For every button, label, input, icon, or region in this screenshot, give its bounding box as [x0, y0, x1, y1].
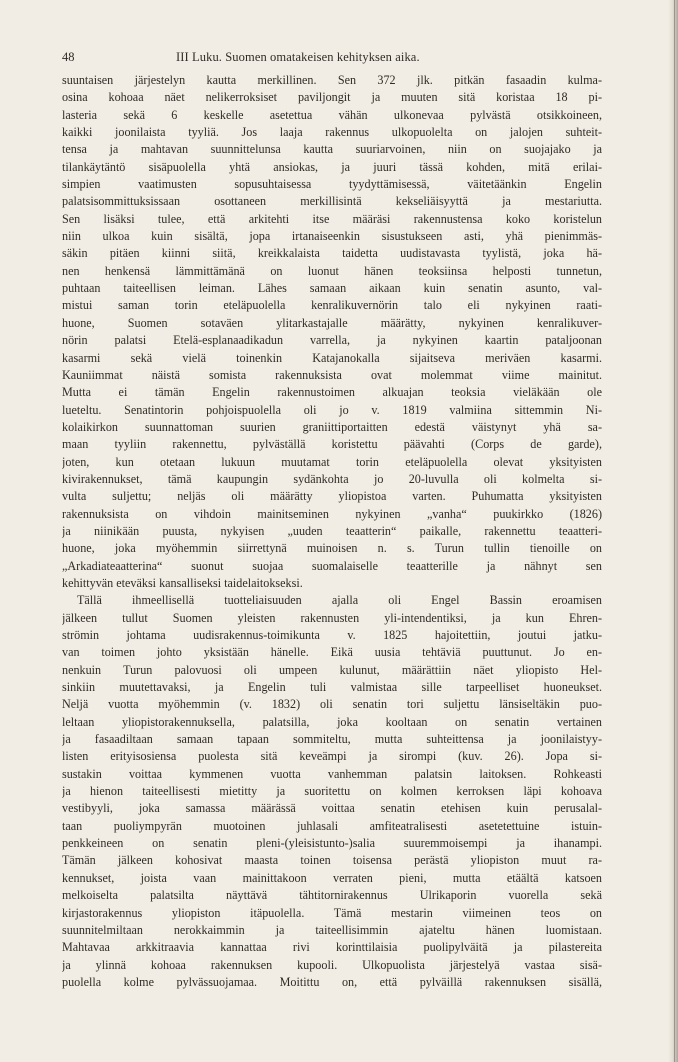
text-line: tilankäytäntö sisäpuolella yhtä ansiokas, ja juuri tässä kohden, mitä erilai-	[62, 159, 602, 174]
text-line: Tällä ihmeellisellä tuotteliaisuuden ajalla oli Engel Bassin eroamisen	[77, 593, 602, 608]
text-line: kolaikirkon suunnattoman suurien graniittiportaitten edestä väistynyt yhä sa-	[62, 419, 602, 434]
body-text	[62, 72, 602, 991]
text-line: palatsisommittuksissaan osottaneen merkillisintä kekseliäisyyttä ja mestariutta.	[62, 194, 602, 209]
text-line: tensa ja mahtavan suunnittelunsa kautta suuriarvoinen, niin on suojajako ja	[62, 142, 602, 157]
page-edge-line	[674, 0, 675, 1062]
text-line: Mahtavaa arkkitraavia kannattaa rivi korinttilaisia puolipylväitä ja pilastereita	[62, 940, 602, 955]
text-line: suuntaisen järjestelyn kautta merkillinen. Sen 372 jlk. pitkän fasaadin kulma-	[62, 73, 602, 87]
text-line: van toimen johto yksistään hänelle. Eikä uusia tehtäviä puuttunut. Jo en-	[62, 645, 602, 660]
text-line: kirjastorakennus yliopiston itäpuolella. Tämä mestarin viimeinen teos on	[62, 905, 602, 920]
text-line: kehittyvän eteväksi kansalliseksi taidelaitokseksi.	[62, 575, 303, 590]
text-line: melkoiselta palatsilta näyttävä tähtitornirakennus Ulrikaporin vuorella sekä	[62, 888, 602, 903]
text-line: huone, joka myöhemmin siirrettynä muinoisen n. s. Turun tullin tienoille on	[62, 541, 602, 556]
text-line: ja ylinnä kohoaa rakennuksen kupooli. Ulkopuolista järjestelyä vastaa sisä-	[62, 957, 602, 972]
text-line: Neljä vuotta myöhemmin (v. 1832) oli senatin tori suljettu länsiseltäkin puo-	[62, 697, 602, 712]
text-line: maan tyyliin rakennettu, pylväställä koristettu päävahti (Corps de garde),	[62, 437, 602, 452]
text-line: ja niinikään puusta, nykyisen „uuden teaatterin“ paikalle, rakennettu teaatteri-	[62, 523, 602, 538]
text-line: Kauniimmat näistä somista rakennuksista ovat molemmat viime mainitut.	[62, 367, 602, 382]
page-edge-shadow	[668, 0, 678, 1062]
text-line: kennukset, joista vaan mainittakoon verraten pieni, mutta etäältä katsoen	[62, 870, 602, 885]
text-line: sinkiin muutettavaksi, ja Engelin tuli valmistaa sille tarpeelliset huoneukset.	[62, 680, 602, 695]
text-line: puhtaan taiteellisen leiman. Lähes samaan aikaan kuin senatin asunto, val-	[62, 281, 602, 296]
text-line: puolella kolme pylvässuojamaa. Moitittu on, että pylväillä rakennuksen sisällä,	[62, 974, 602, 989]
text-line: nörin palatsi Etelä-esplanaadikadun varrella, ja nykyinen kaartin pataljoonan	[62, 333, 602, 348]
text-line: osina kohoaa näet nelikerroksiset paviljongit ja muuten sitä koristaa 18 pi-	[62, 90, 602, 105]
text-line: vulta suljettu; neljäs oli määrätty yliopistoa varten. Puhumatta yksityisten	[62, 489, 602, 504]
text-line: joten, kun otetaan lukuun muutamat torin eteläpuolella olevat yksityisten	[62, 454, 602, 469]
page-number: 48	[62, 50, 75, 64]
text-line: niin ulkoa kuin sisältä, jopa irtanaiseenkin sisustukseen asti, yhä pienimmäs-	[62, 229, 602, 244]
text-line: penkkeineen on senatin pleni-(yleisistunto-)salia suuremmoisempi ja ihanampi.	[62, 836, 602, 851]
text-line: huone, Suomen sotaväen ylitarkastajalle määrätty, nykyinen kenralikuver-	[62, 315, 602, 330]
text-line: simpien vaatimusten sopusuhtaisessa tyydyttämisessä, väitetäänkin Engelin	[62, 177, 602, 192]
text-line: kasarmi sekä vielä toinenkin Katajanokalla sijaitseva meriväen kasarmi.	[62, 350, 602, 365]
text-line: kaikki joonilaista tyyliä. Jos laaja rakennus ulkopuolelta on jalojen suhteit-	[62, 125, 602, 140]
text-line: nenkuin Turun palovuosi oli umpeen kulunut, määrättiin näet yliopisto Hel-	[62, 662, 602, 677]
text-line: säkin pitäen kiinni siitä, kreikkalaista taidetta uudistavasta tyylistä, joka hä-	[62, 246, 602, 261]
page-header	[62, 48, 602, 66]
text-line: ja hienon taiteellisesti mietitty ja suoritettu on kolmen kerroksen läpi kohoava	[62, 784, 602, 799]
text-line: taan puoliympyrän muotoinen juhlasali amfiteatralisesti asetetettuine istuin-	[62, 818, 602, 833]
text-line: rakennuksista on vihdoin mainitseminen nykyinen „vanha“ puukirkko (1826)	[62, 506, 602, 521]
text-line: „Arkadiateaatterina“ suonut suojaa suomalaiselle teaatterille ja nähnyt sen	[62, 558, 602, 573]
text-line: Sen lisäksi tulee, että arkitehti itse määräsi rakennustensa koko koristelun	[62, 211, 602, 226]
text-line: Tämän jälkeen kohosivat maasta toinen toisensa perästä yliopiston muut ra-	[62, 853, 602, 868]
text-line: kivirakennukset, tämä kaupungin sydänkohta jo 20-luvulla oli kolmelta si-	[62, 471, 602, 486]
text-line: vestibyyli, joka samassa määrässä voittaa senatin etehisen kuin perusalal-	[62, 801, 602, 816]
text-line: jälkeen tullut Suomen yleisten rakennusten yli-intendentiksi, ja kun Ehren-	[62, 610, 602, 625]
text-line: nen henkensä lämmittämänä on luonut hänen teoksiinsa helposti tunnetun,	[62, 263, 602, 278]
text-line: strömin johtama uudisrakennus-toimikunta v. 1825 hajoitettiin, joutui jatku-	[62, 628, 602, 642]
text-line: suunnitelmiltaan nerokkaimmin ja taiteellisimmin ajateltu hänen luomistaan.	[62, 922, 602, 937]
text-line: mistui saman torin eteläpuolella kenralikuvernörin talo eli nykyinen raati-	[62, 298, 602, 313]
text-line: Mutta ei tämän Engelin rakennustoimen alkuajan teoksia vieläkään ole	[62, 385, 602, 400]
text-line: leltaan yliopistorakennuksella, palatsilla, joka kooltaan on senatin vertainen	[62, 714, 602, 729]
text-line: lasteria sekä 6 keskelle asetettua vähän ulkonevaa pylvästä otsikkoineen,	[62, 107, 602, 122]
text-line: lueteltu. Senatintorin pohjoispuolella oli jo v. 1819 valmiina sittemmin Ni-	[62, 402, 602, 417]
text-line: ja fasaadiltaan samaan tapaan sommiteltu, mutta suhteittensa ja joonilaistyy-	[62, 732, 602, 747]
running-head: III Luku. Suomen omatakeisen kehityksen aika.	[176, 50, 420, 64]
text-line: sustakin voittaa kymmenen vuotta vanhemman palatsin laitoksen. Rohkeasti	[62, 766, 602, 781]
text-line: listen erityisosiensa puolesta sitä keveämpi ja sirompi (kuv. 26). Jopa si-	[62, 749, 602, 764]
